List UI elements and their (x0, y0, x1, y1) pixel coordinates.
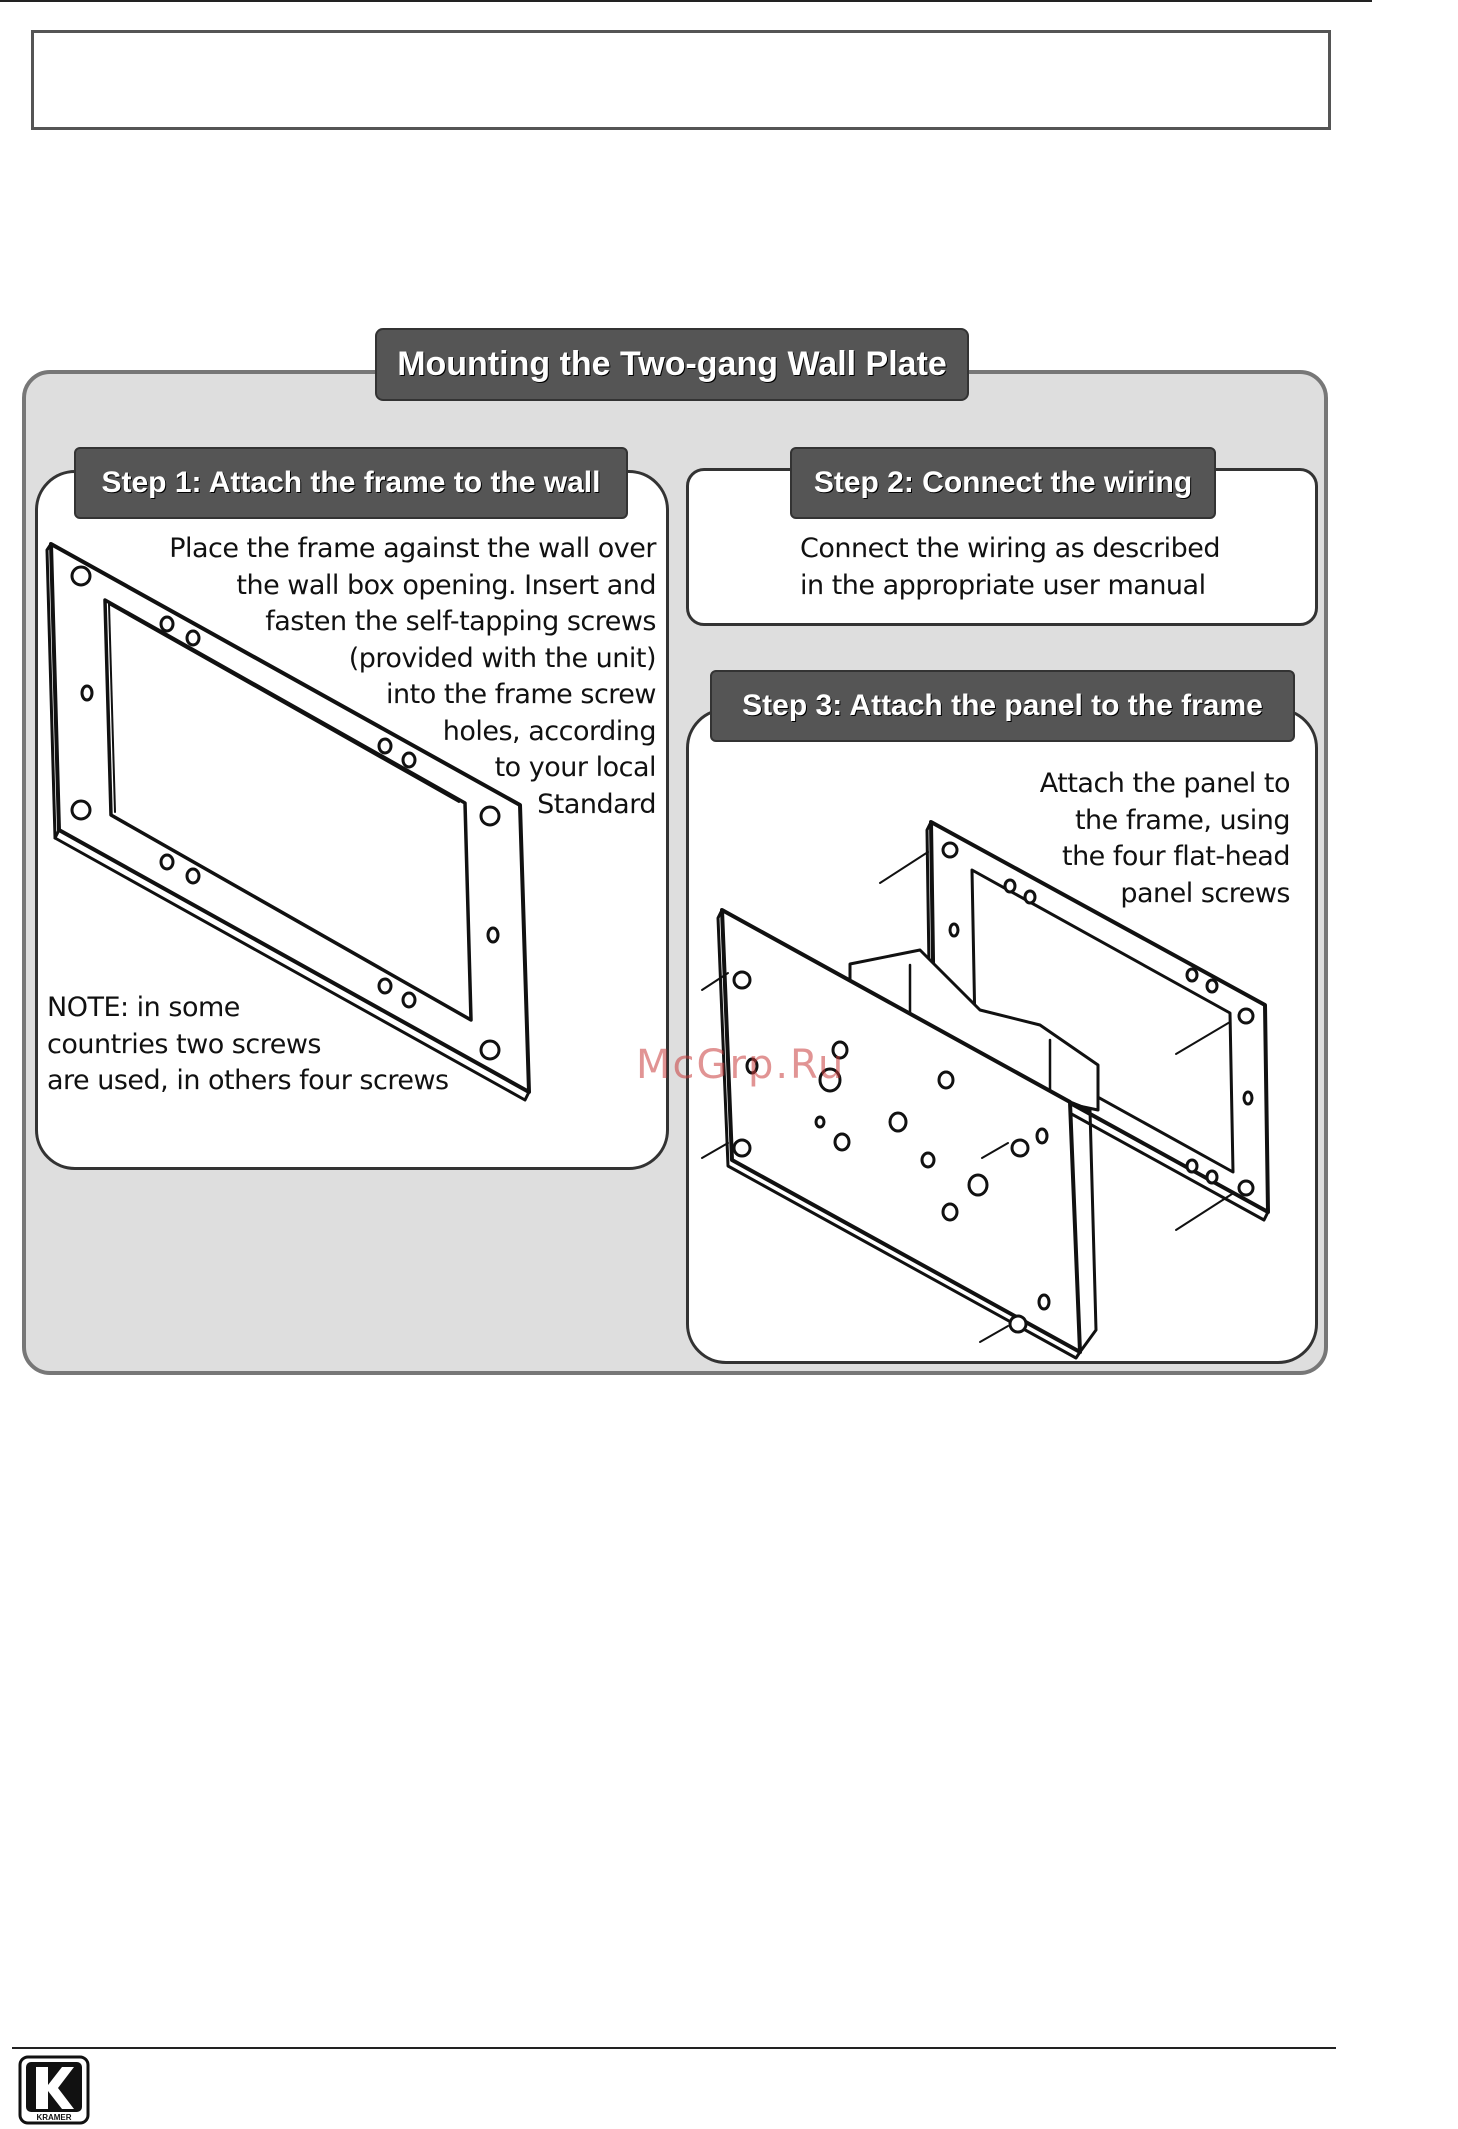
bottom-rule (12, 2047, 1336, 2049)
step1-title: Step 1: Attach the frame to the wall (74, 447, 628, 519)
step2-instructions: Connect the wiring as described in the appropriate user manual (800, 533, 1220, 601)
svg-text:KRAMER: KRAMER (36, 2113, 72, 2122)
step1-note: NOTE: in some countries two screws are used, in others four screws (47, 992, 449, 1096)
step2-title: Step 2: Connect the wiring (790, 447, 1216, 519)
section-title: Mounting the Two-gang Wall Plate (375, 328, 969, 401)
top-rule (0, 0, 1372, 2)
kramer-logo-icon (18, 2055, 90, 2125)
step1-instructions: Place the frame against the wall over the wall box opening. Insert and fasten the self-tapping screws (provided with the unit) into the frame screw holes, according to your local Standard (169, 533, 656, 820)
header-box (31, 30, 1331, 130)
watermark: McGrp.Ru (636, 1042, 846, 1088)
step3-instructions: Attach the panel to the frame, using the four flat-head panel screws (1039, 768, 1290, 909)
step3-title: Step 3: Attach the panel to the frame (710, 670, 1295, 742)
